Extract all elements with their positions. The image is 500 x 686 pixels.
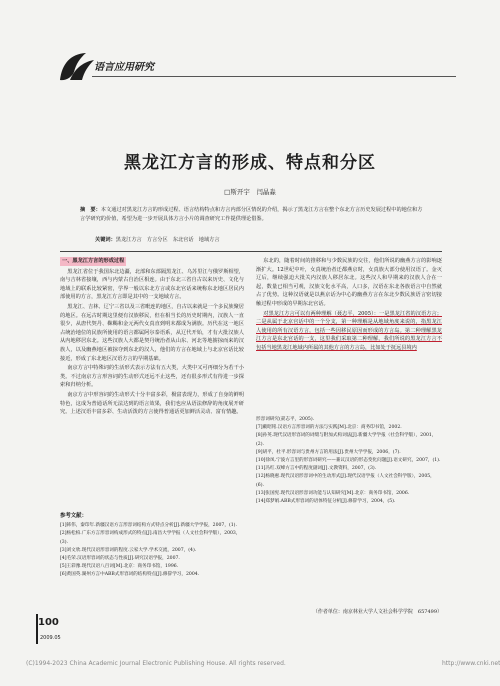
paragraph-underlined: 对黑龙江方言可以有两种理解（聂志平，2005）：一是黑龙江省的汉语方言；二是从属于北京官话中的一个分支，第一种理解是从地域角度来说的，指黑龙江人使用的所有汉语方言，包括一些因移民原因而形成的方言岛。第二种理解黑龙江方言是东北官话的一支，这里我们采取第二种理解，我们所说的黑龙江方言不包括当地黑龙江地域内所属的其他方言的方言岛，比如处于抚远县境内 <box>256 310 442 351</box>
reference-item: [4]毛荣.汉语形容词的状态与性质[J].研究汉语学报，2007. <box>60 556 180 562</box>
reference-item: [10]徐凤.宁波方言里的形容词研究——兼议汉语的形态变化问题[J].语文研究，2007，(1). <box>256 458 441 464</box>
author-affiliation: （作者单位：南京林业大学人文社会科学学院 657499） <box>312 609 442 615</box>
header-rule <box>92 76 456 77</box>
keywords <box>95 236 425 243</box>
article-authors: □斯开宇 闫晶淼 <box>224 188 276 196</box>
reference-item: [3]刘文欣.现代汉语形容词的程度.云家大学.学术交流，2007，(4). <box>60 547 197 553</box>
abstract-text: 本文通过对黑龙江方言的形成过程、语言结构特点和方言内部分区情况的介绍，揭示了黑龙江方言在整个东北方言历史发展过程中的地位和方言学研究的价值，希望为进一步开展具体方言小片的调查研究工作提供理论借鉴。 <box>80 207 423 222</box>
reference-item: [6]黄国英.湖州方言中ABB式形容词的结构特点[J].修辞学习，2004. <box>60 572 200 578</box>
footer-url[interactable]: http://www.cnki.net <box>442 660 500 667</box>
references-right <box>256 416 442 506</box>
abstract <box>80 206 425 224</box>
references-heading: 参考文献： <box>60 513 87 519</box>
paragraph: 南京方言中形容词的生动形式十分丰富多彩，极富表现力，形成了自身的鲜明特色，这成为普通话所无法达到的语言效果，我们也应从语法修辞的角度展开研究。上述汉语丰富多彩、生动活泼的方言使得普通话更加鲜活灵动、富有情趣。 <box>60 391 244 416</box>
reference-item: [14]郑梦娟.ABB式形容词的语体特征分析[J].修辞学习，2004，(5). <box>256 499 396 505</box>
reference-item: [13]张国宪.现代汉语形容词功能与认知研究[M].北京：商务印书馆，2006. <box>256 490 410 496</box>
abstract-label: 摘 要： <box>80 207 101 213</box>
section-label: 语言应用研究 <box>94 62 154 73</box>
reference-item: 形容词研究(聂志平，2005). <box>256 417 315 422</box>
reference-item: [2]杨松柏.广东方言形容词构成形式的特点[J].南昌大学学报（人文社会科学版），2003，(3). <box>60 531 241 545</box>
body-column-left <box>60 257 244 418</box>
reference-item: [8]孙英.现代汉语形容词的词缀与附加式构词法[J].新疆大学学报（社会科学版），2001，(2). <box>256 433 437 447</box>
reference-item: [11]冯红.双峰方言中的程度副词[J].文教资料，2007，(3). <box>256 466 377 472</box>
reference-item: [12]杨晓惠.现代汉语形容词中的生动形式[J].现代汉语学报（人文社会科学版），2005，(6). <box>256 474 435 488</box>
reference-item: [7]戴昭铭.汉语方言形容词的方法与实践[M].北京：商务印书馆，2002. <box>256 425 402 431</box>
paragraph: 东北的，随着时间的推移和与少数民族的交往，他们所说的幽燕方言的影响逐渐扩大。12世纪中叶，女真统治者迁都燕京时，女真族大部分使用汉语了。金灭辽后，继续强迫大批关内汉族人移居东北。这些汉人和早期来的汉族人合在一起，数量已相当可观，汉族文化水平高，人口多，汉语在东北各族语言中自然就占了优势。这种汉语就是以燕京话为中心的幽燕方言在东北少数民族语言密切接触过程中形成的早期东北官话。 <box>256 258 442 307</box>
reference-item: [9]胡平，杜平.形容词与贵州方言的用法[J].贵州大学学报，2006，(7). <box>256 449 401 455</box>
reference-item: [1]韩伟，秦印年.新疆汉语方言形容词结构方式特点分析[J].新疆大学学报，2007，(1). <box>60 523 237 529</box>
journal-logo-icon <box>56 50 96 84</box>
copyright-notice: (C)1994-2023 China Academic Journal Electronic Publishing House. All rights reserved. <box>26 660 286 667</box>
running-header <box>56 46 456 90</box>
keywords-label: 关键词： <box>95 237 116 243</box>
reference-item: [5]王彩豫.现代汉语八百词[M].北京：商务印书馆，1996. <box>60 564 179 570</box>
abstract-divider <box>60 251 442 252</box>
article-title: 黑龙江方言的形成、特点和分区 <box>124 153 376 173</box>
paragraph: 南京方言中特殊词的生活形式表示方法有五大类，大类中又可再细分为若干小类。不过南京方言形容词的生动形式还远不止这些，还有很多形式有待进一步探索和归纳分析。 <box>60 365 244 389</box>
issue-date: 2009.05 <box>40 635 61 641</box>
references-left <box>60 512 244 580</box>
paragraph: 黑龙江、吉林、辽宁三省以及三省毗连的地区，自古以来就是一个多民族聚居的地区。在远古时期这里便有汉族移民，但在相当长的历史时期内，汉族人一直很少，从唐代契丹、靺鞨和金元两代女真直到明末都成为满族。历代在这一地区占统治地位的民族所使用的语言都属阿尔泰语系，从辽代开始，才有大批汉族人从内地移居东北。这些汉族人大都是契丹统治者从山东、河北等地掳掠而来的汉族人，以及幽燕地区被掠夺到东北的汉人，他们的方言在地域上与北京官话比较接近，形成了东北地区汉语方言的早期基础。 <box>60 303 244 362</box>
paragraph: 黑龙江省位于我国东北边疆，北部和东部隔黑龙江、乌苏里江与俄罗斯相望，南与吉林省接壤，西与内蒙古自治区相连。由于东北三省自古以来历史、文化与地域上的联系比较紧密，学界一般以东北方言或东北官话来统称东北地区居民内部使用的方言，黑龙江方言即是其中的一支地域方言。 <box>60 268 244 301</box>
section-heading-highlighted: 一、黑龙江方言的形成过程 <box>62 258 125 264</box>
page-number: 100 <box>38 617 59 628</box>
body-column-right <box>256 257 442 354</box>
keywords-text: 黑龙江方言 方言分区 东北官话 地域方言 <box>115 237 220 243</box>
